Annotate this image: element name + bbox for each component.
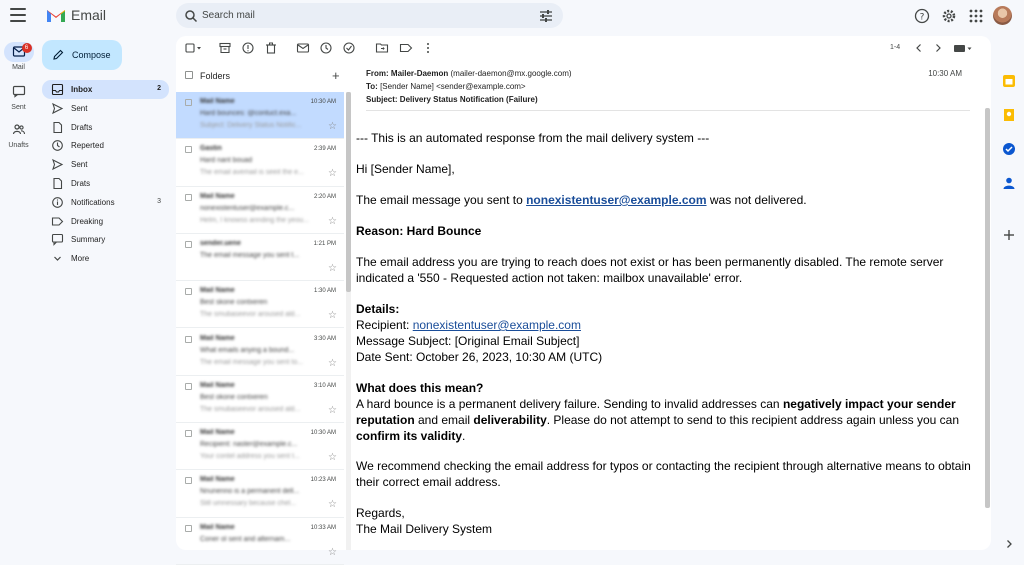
- add-addon-icon[interactable]: [1002, 228, 1016, 242]
- nav-item-more[interactable]: [42, 249, 169, 268]
- send-icon: [52, 159, 63, 170]
- email-snippet: Subject: Delivery Status Notific...: [200, 122, 302, 129]
- email-subject: nonexistentuser@example.c...: [200, 204, 295, 212]
- search-input[interactable]: [202, 7, 502, 24]
- subject-line: [366, 94, 970, 107]
- email-row[interactable]: [176, 329, 344, 376]
- email-subject: The email message you sent t...: [200, 251, 300, 259]
- from-name[interactable]: Mailer-Daemon: [390, 69, 449, 78]
- app-rail: [0, 34, 37, 559]
- chat-icon: [52, 234, 63, 245]
- keep-notes-icon[interactable]: [1002, 108, 1016, 122]
- nav-label: Notifications: [71, 197, 115, 207]
- pagination-count: 1-4: [890, 44, 901, 51]
- nav-item-summary[interactable]: [42, 230, 169, 249]
- details-recipient-link[interactable]: nonexistentuser@example.com: [412, 318, 581, 332]
- message-header: [366, 68, 970, 106]
- details-heading: Details:: [356, 302, 400, 316]
- nav-label: Inbox: [71, 85, 93, 94]
- main-menu-icon[interactable]: [10, 8, 26, 22]
- email-sender: Mail Name: [200, 476, 235, 484]
- nav-label: Sent: [71, 103, 88, 113]
- email-time: 1:21 PM: [313, 240, 336, 247]
- nav-item-dreaking[interactable]: [42, 212, 169, 231]
- signature: The Mail Delivery System: [356, 522, 493, 536]
- row-checkbox[interactable]: [185, 241, 192, 248]
- meaning-bold: confirm its validity: [356, 429, 463, 443]
- from-address: (mailer-daemon@mx.google.com): [450, 69, 572, 78]
- main-panel: [176, 36, 991, 558]
- report-spam-icon[interactable]: [242, 42, 254, 54]
- email-row[interactable]: [176, 187, 344, 234]
- meaning-heading: What does this mean?: [356, 381, 484, 395]
- gmail-logo-icon: [46, 7, 66, 23]
- rail-item-unafts[interactable]: [0, 120, 37, 149]
- meaning-text: .: [462, 429, 466, 443]
- trash-icon[interactable]: [265, 42, 277, 54]
- add-folder-button[interactable]: +: [332, 68, 340, 83]
- star-icon[interactable]: ☆: [328, 404, 337, 416]
- select-checkbox-icon[interactable]: [185, 42, 203, 54]
- label-icon[interactable]: [400, 42, 412, 54]
- recommend-paragraph: We recommend checking the email address for typos or contacting the recipient through alternative means to obtain their correct email address.: [356, 459, 971, 489]
- to-line: [366, 81, 970, 94]
- star-icon[interactable]: ☆: [328, 546, 337, 558]
- intro-line: --- This is an automated response from the mail delivery system ---: [356, 131, 710, 145]
- email-row[interactable]: [176, 281, 344, 328]
- email-sender: Mail Name: [200, 192, 235, 200]
- email-snippet: The email message you sent to...: [200, 358, 304, 366]
- email-subject: What emails anying a bound...: [200, 346, 295, 354]
- folder-nav: [42, 80, 169, 268]
- header-divider: [366, 110, 970, 111]
- draft-file-icon: [52, 178, 63, 189]
- reason-heading: Reason: Hard Bounce: [356, 224, 482, 238]
- rail-label: Unafts: [8, 142, 29, 149]
- unread-badge: 6: [22, 43, 32, 53]
- email-time: 3:10 AM: [313, 382, 336, 389]
- people-icon: [13, 124, 25, 135]
- archive-icon[interactable]: [219, 42, 231, 54]
- draft-file-icon: [52, 122, 63, 133]
- email-subject: Recipient: naster@example.c...: [200, 441, 298, 449]
- rail-label: Mail: [12, 64, 25, 71]
- email-sender: Mail Name: [200, 98, 235, 105]
- chevron-down-icon: [52, 253, 63, 264]
- app-title: Email: [71, 7, 107, 23]
- nav-label: More: [71, 254, 90, 264]
- folders-header: [176, 67, 346, 85]
- from-label: From:: [366, 69, 389, 78]
- row-checkbox[interactable]: [185, 99, 192, 106]
- calendar-icon[interactable]: [1002, 74, 1016, 88]
- subject-label: Subject:: [366, 94, 398, 104]
- top-bar: [0, 0, 1024, 34]
- email-row[interactable]: [176, 423, 344, 470]
- chat-icon: [13, 86, 25, 97]
- row-checkbox[interactable]: [185, 383, 192, 390]
- not-delivered-post: was not delivered.: [706, 193, 807, 207]
- list-scrollbar[interactable]: [346, 92, 351, 550]
- email-subject: Nnunenno is a permanent dell...: [200, 488, 300, 496]
- email-row[interactable]: [176, 92, 344, 139]
- svg-text:?: ?: [919, 12, 925, 23]
- email-subject: Hard nant bouad: [200, 157, 253, 165]
- email-sender: Gastin: [200, 145, 222, 153]
- list-scrollbar-thumb[interactable]: [346, 92, 351, 292]
- nav-label: Reperted: [71, 141, 104, 151]
- email-time: 10:23 AM: [310, 477, 336, 484]
- email-list: [176, 92, 346, 558]
- row-checkbox[interactable]: [185, 525, 192, 532]
- row-checkbox[interactable]: [185, 146, 192, 153]
- nav-item-inbox[interactable]: [42, 80, 169, 99]
- chevron-right-icon[interactable]: [932, 42, 944, 54]
- email-sender: Mail Name: [200, 523, 235, 531]
- rail-item-mail[interactable]: [0, 42, 37, 71]
- folders-label: Folders: [200, 71, 231, 81]
- chevron-left-icon[interactable]: [913, 42, 925, 54]
- nav-item-drafts[interactable]: [42, 118, 169, 137]
- email-row[interactable]: [176, 518, 344, 565]
- chevron-right-icon[interactable]: [1002, 537, 1016, 551]
- email-subject: Hard bounces: @contuct.exa...: [200, 110, 297, 117]
- email-subject: Best skone contxeren: [200, 299, 268, 307]
- inbox-icon: [52, 84, 63, 95]
- more-vertical-icon[interactable]: [422, 42, 434, 54]
- pane-scrollbar[interactable]: [984, 100, 991, 540]
- star-icon[interactable]: ☆: [328, 357, 337, 369]
- tasks-icon[interactable]: [1002, 142, 1016, 156]
- meaning-paragraph: [356, 396, 976, 444]
- row-checkbox[interactable]: [185, 288, 192, 295]
- side-panel: [996, 34, 1024, 559]
- not-delivered-line: [356, 192, 976, 208]
- email-time: 10:33 AM: [310, 524, 336, 531]
- snooze-clock-icon[interactable]: [320, 42, 332, 54]
- pane-scrollbar-thumb[interactable]: [985, 108, 990, 508]
- email-row[interactable]: [176, 376, 344, 423]
- reading-pane: [356, 64, 986, 550]
- nav-label: Sent: [71, 160, 88, 170]
- rail-label: Sent: [11, 104, 26, 111]
- details-recipient: [356, 317, 976, 333]
- email-sender: Mail Name: [200, 381, 235, 389]
- label-tag-icon: [52, 216, 63, 227]
- recipient-label: Recipient:: [356, 318, 413, 332]
- apps-grid-icon[interactable]: [968, 8, 984, 24]
- star-icon[interactable]: ☆: [328, 452, 337, 464]
- account-avatar[interactable]: [993, 6, 1012, 25]
- recipient-link[interactable]: nonexistentuser@example.com: [526, 193, 707, 207]
- email-time: 10:30 AM: [310, 99, 336, 105]
- star-icon[interactable]: ☆: [328, 499, 337, 511]
- nav-count: 2: [157, 85, 161, 92]
- nav-item-sent-2[interactable]: [42, 155, 169, 174]
- row-checkbox[interactable]: [185, 430, 192, 437]
- nav-count: 3: [157, 197, 161, 205]
- row-checkbox[interactable]: [185, 477, 192, 484]
- row-checkbox[interactable]: [185, 194, 192, 201]
- to-label: To:: [366, 81, 378, 91]
- meaning-text: A hard bounce is a permanent delivery failure. Sending to invalid addresses can: [356, 397, 783, 411]
- contacts-icon[interactable]: [1002, 176, 1016, 190]
- help-icon[interactable]: [914, 8, 930, 24]
- star-icon[interactable]: ☆: [328, 121, 337, 132]
- meaning-bold: negatively impact your sender reputation: [356, 397, 956, 427]
- email-subject: Coner ol sent and alternam...: [200, 535, 291, 543]
- search-options-icon[interactable]: [539, 9, 553, 23]
- email-snippet: Your contel address you sent t...: [200, 453, 300, 461]
- email-time: 1:30 AM: [313, 288, 336, 295]
- subject-value: Delivery Status Notification (Failure): [399, 94, 538, 104]
- message-toolbar: [176, 36, 991, 60]
- nav-label: Summary: [71, 235, 106, 245]
- email-snippet: The email avemail is seeit the e...: [200, 169, 304, 177]
- star-icon[interactable]: ☆: [328, 310, 337, 322]
- from-line: [366, 68, 970, 81]
- compose-label: Compose: [72, 50, 111, 60]
- email-row[interactable]: [176, 234, 344, 281]
- meaning-text: and email: [414, 413, 474, 427]
- email-snippet: The smubaseevor aroused ald...: [200, 311, 301, 319]
- search-icon[interactable]: [184, 9, 198, 23]
- email-row[interactable]: [176, 139, 344, 186]
- nav-label: Dreaking: [71, 216, 104, 226]
- move-to-folder-icon[interactable]: [376, 42, 388, 54]
- email-time: 3:30 AM: [313, 335, 336, 342]
- regards: Regards,: [356, 506, 405, 520]
- email-sender: Mail Name: [200, 429, 235, 437]
- settings-gear-icon[interactable]: [941, 8, 957, 24]
- nav-label: Drats: [71, 178, 91, 188]
- details-date-sent: Date Sent: October 26, 2023, 10:30 AM (UTC): [356, 350, 603, 364]
- row-checkbox[interactable]: [185, 336, 192, 343]
- email-snippet: Slill umnessary because chel...: [200, 500, 297, 508]
- keyboard-icon[interactable]: [953, 42, 973, 54]
- email-time: 2:39 AM: [313, 146, 336, 153]
- nav-label: Drafts: [71, 122, 93, 132]
- nav-item-reperted[interactable]: [42, 136, 169, 155]
- email-subject: Best okone contxeren: [200, 393, 268, 401]
- nav-item-drats[interactable]: [42, 174, 169, 193]
- to-value: [Sender Name] <sender@example.com>: [380, 81, 526, 91]
- send-icon: [52, 103, 63, 114]
- email-time: 2:20 AM: [313, 193, 336, 200]
- meaning-text: . Please do not attempt to send to this recipient address again unless you can: [546, 413, 960, 427]
- greeting: Hi [Sender Name],: [356, 162, 455, 176]
- add-task-icon[interactable]: [343, 42, 355, 54]
- star-icon[interactable]: ☆: [328, 262, 337, 274]
- clock-icon: [52, 140, 63, 151]
- email-snippet: Helm, I knowss annding the yeou...: [200, 216, 309, 224]
- meaning-bold: deliverability: [473, 413, 547, 427]
- email-sender: sender.uene: [200, 239, 241, 247]
- message-time: 10:30 AM: [928, 69, 962, 78]
- not-delivered-pre: The email message you sent to: [356, 193, 527, 207]
- email-row[interactable]: [176, 470, 344, 517]
- email-time: 10:30 AM: [310, 430, 336, 437]
- nav-item-notifications[interactable]: [42, 193, 169, 212]
- mark-unread-icon[interactable]: [297, 42, 309, 54]
- search-bar[interactable]: [176, 3, 563, 28]
- star-icon[interactable]: ☆: [328, 168, 337, 180]
- select-all-checkbox[interactable]: [185, 71, 193, 79]
- pencil-icon: [53, 49, 64, 60]
- explanation-paragraph: The email address you are trying to reach does not exist or has been permanently disabled. The remote server indicated a '550 - Requested action not taken: mailbox unavailable' error.: [356, 255, 944, 285]
- compose-button[interactable]: [42, 40, 122, 70]
- info-icon: [52, 197, 63, 208]
- email-snippet: The smubaseevor aroused ald...: [200, 405, 301, 413]
- rail-item-sent[interactable]: [0, 82, 37, 111]
- email-sender: Mail Name: [200, 334, 235, 342]
- nav-item-sent[interactable]: [42, 99, 169, 118]
- star-icon[interactable]: ☆: [328, 215, 337, 227]
- details-message-subject: Message Subject: [Original Email Subject]: [356, 334, 580, 348]
- email-sender: Mail Name: [200, 287, 235, 295]
